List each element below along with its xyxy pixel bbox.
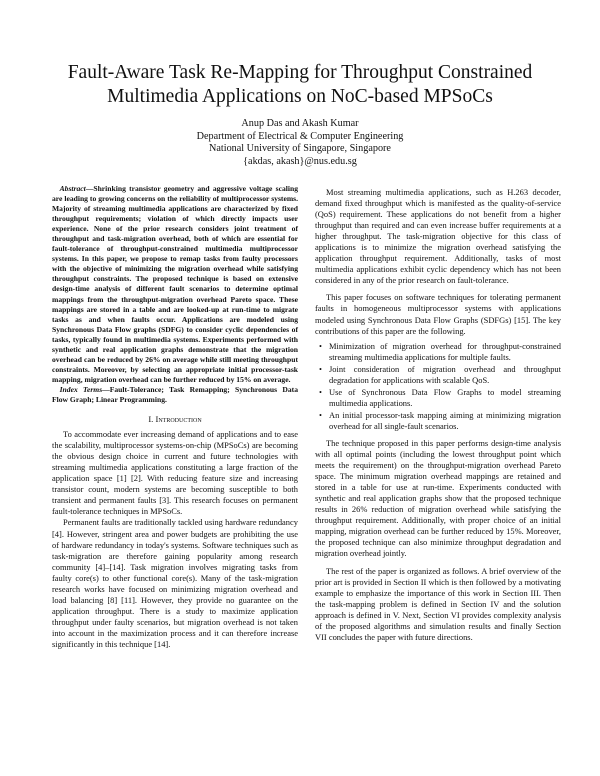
- list-item: • Minimization of migration overhead for throughput-constrained streaming multimedia applications for multiple faults.: [319, 340, 561, 362]
- intro-paragraph-1: To accommodate ever increasing demand of applications and to ease the scalability, multiprocessor systems-on-chip (MPSoCs) are becoming the obvious design choice in current and future technologies with streaming multimedia applications constituting a large fraction of the application space [1] [2]. With reducing feature size and increasing transistor count, modern systems are becoming susceptible to both transient and permanent faults [3]. This research focuses on permanent fault-tolerance techniques in MPSoCs.: [52, 429, 298, 517]
- bullet-icon: •: [319, 409, 322, 420]
- index-terms-label: Index Terms: [59, 384, 103, 394]
- paper-title: Fault-Aware Task Re-Mapping for Throughput Constrained Multimedia Applications on NoC-based MPSoCs: [67, 62, 533, 107]
- list-item: • An initial processor-task mapping aiming at minimizing migration overhead for all single-fault scenarios.: [319, 409, 561, 431]
- index-terms-text: —Fault-Tolerance; Task Remapping; Synchronous Data Flow Graph; Linear Programming.: [52, 384, 298, 404]
- contributions-list: [315, 341, 561, 432]
- bullet-icon: •: [319, 386, 322, 397]
- section-heading-introduction: I. Introduction: [148, 414, 202, 425]
- index-terms: [52, 385, 298, 405]
- abstract: [52, 184, 298, 385]
- intro-paragraph-2: Permanent faults are traditionally tackled using hardware redundancy [4]. However, stringent area and power budgets are prohibiting the use of hardware redundancy in today's systems. Software techniques such as task-migration are therefore gaining popularity among research community [4]–[14]. Task migration involves migrating tasks from faulty core(s) to other functional core(s). Many of the task-migration research works have focused on minimizing migration overhead and load balancing [8] [11]. However, they provide no guarantee on the application throughput. There is a study to maximize application throughput under faulty scenarios, but migration overhead is not taken into account in the maximization process and it can therefore increase significantly in this technique [14].: [52, 517, 298, 649]
- abstract-label: Abstract: [59, 184, 86, 193]
- right-paragraph-2: This paper focuses on software techniques for tolerating permanent faults in homogeneous multiprocessor systems with applications modeled using Synchronous Data Flow Graphs (SDFGs) [15]. The key contributions of this paper are the following.: [315, 292, 561, 336]
- right-paragraph-1: Most streaming multimedia applications, such as H.263 decoder, demand fixed throughput which is manifested as the quality-of-service (QoS) requirement. These applications do not benefit from a higher throughput than required and can even increase buffer requirements at a higher throughput. The task-migration objective for this class of applications is to minimize the migration overhead satisfying the application throughput requirement. Additionally, tasks of most multimedia applications exhibit cyclic dependency which has not been considered in any of the prior research on fault-tolerance.: [315, 187, 561, 286]
- abstract-text: —Shrinking transistor geometry and aggressive voltage scaling are leading to growing concerns on the reliability of multiprocessor systems. Majority of streaming multimedia applications are characterized by fixed throughput requirements; violation of which directly impacts user experience. None of the prior research considers joint treatment of throughput and task-migration overhead, both of which are essential for fault-tolerance of throughput-constrained multimedia multiprocessor systems. In this paper, we propose to remap tasks from faulty processors with the objective of minimizing the migration overhead while satisfying throughput constraints. The proposed technique is based on extensive design-time analysis of different fault scenarios to determine optimal mappings from the throughput-migration overhead Pareto space. These mappings are stored in a table and are looked-up at run-time to migrate tasks as and when faults occur. Applications are modeled using Synchronous Data Flow graphs (SDFG) to consider cyclic dependencies of tasks, typically found in multimedia systems. Experiments performed with synthetic and real application graphs demonstrate that the migration overhead can be reduced by 26% on average while still meeting throughput constraints. Moreover, by selecting an appropriate initial processor-task mapping, migration overhead can be further reduced by 15% on average.: [52, 184, 298, 384]
- affiliation-university: National University of Singapore, Singapore: [209, 143, 391, 155]
- right-column: [315, 187, 561, 643]
- author-names: Anup Das and Akash Kumar: [241, 118, 359, 129]
- left-column: [52, 184, 298, 650]
- author-block: [100, 118, 500, 168]
- author-email: {akdas, akash}@nus.edu.sg: [243, 155, 357, 167]
- list-item: • Use of Synchronous Data Flow Graphs to model streaming multimedia applications.: [319, 386, 561, 408]
- bullet-icon: •: [319, 363, 322, 374]
- bullet-icon: •: [319, 340, 322, 351]
- right-paragraph-3: The technique proposed in this paper performs design-time analysis with all optimal points (including the lowest throughput point which meets the requirement) on the throughput-migration overhead Pareto space. The minimum migration overhead mappings are retained and stored in a table for use at run-time. Experiments conducted with synthetic and real application graphs show that the proposed technique results in 26% reduction of migration overhead while satisfying the throughput requirement. Additionally, with proper choice of an initial mapping, migration overhead can be further reduced by 15%. Moreover, the proposed technique can also minimize throughput degradation and migration overhead jointly.: [315, 437, 561, 559]
- affiliation-department: Department of Electrical & Computer Engineering: [196, 130, 404, 142]
- right-paragraph-4: The rest of the paper is organized as follows. A brief overview of the prior art is provided in Section II which is then followed by a motivating example to emphasize the importance of this work in Section III. Then the task-mapping problem is defined in Section IV and the solution approach is defined in V. Next, Section VI provides complexity analysis of the proposed algorithms and simulation results and finally Section VII concludes the paper with future directions.: [315, 565, 561, 642]
- list-item: • Joint consideration of migration overhead and throughput degradation for applications with scalable QoS.: [319, 363, 561, 385]
